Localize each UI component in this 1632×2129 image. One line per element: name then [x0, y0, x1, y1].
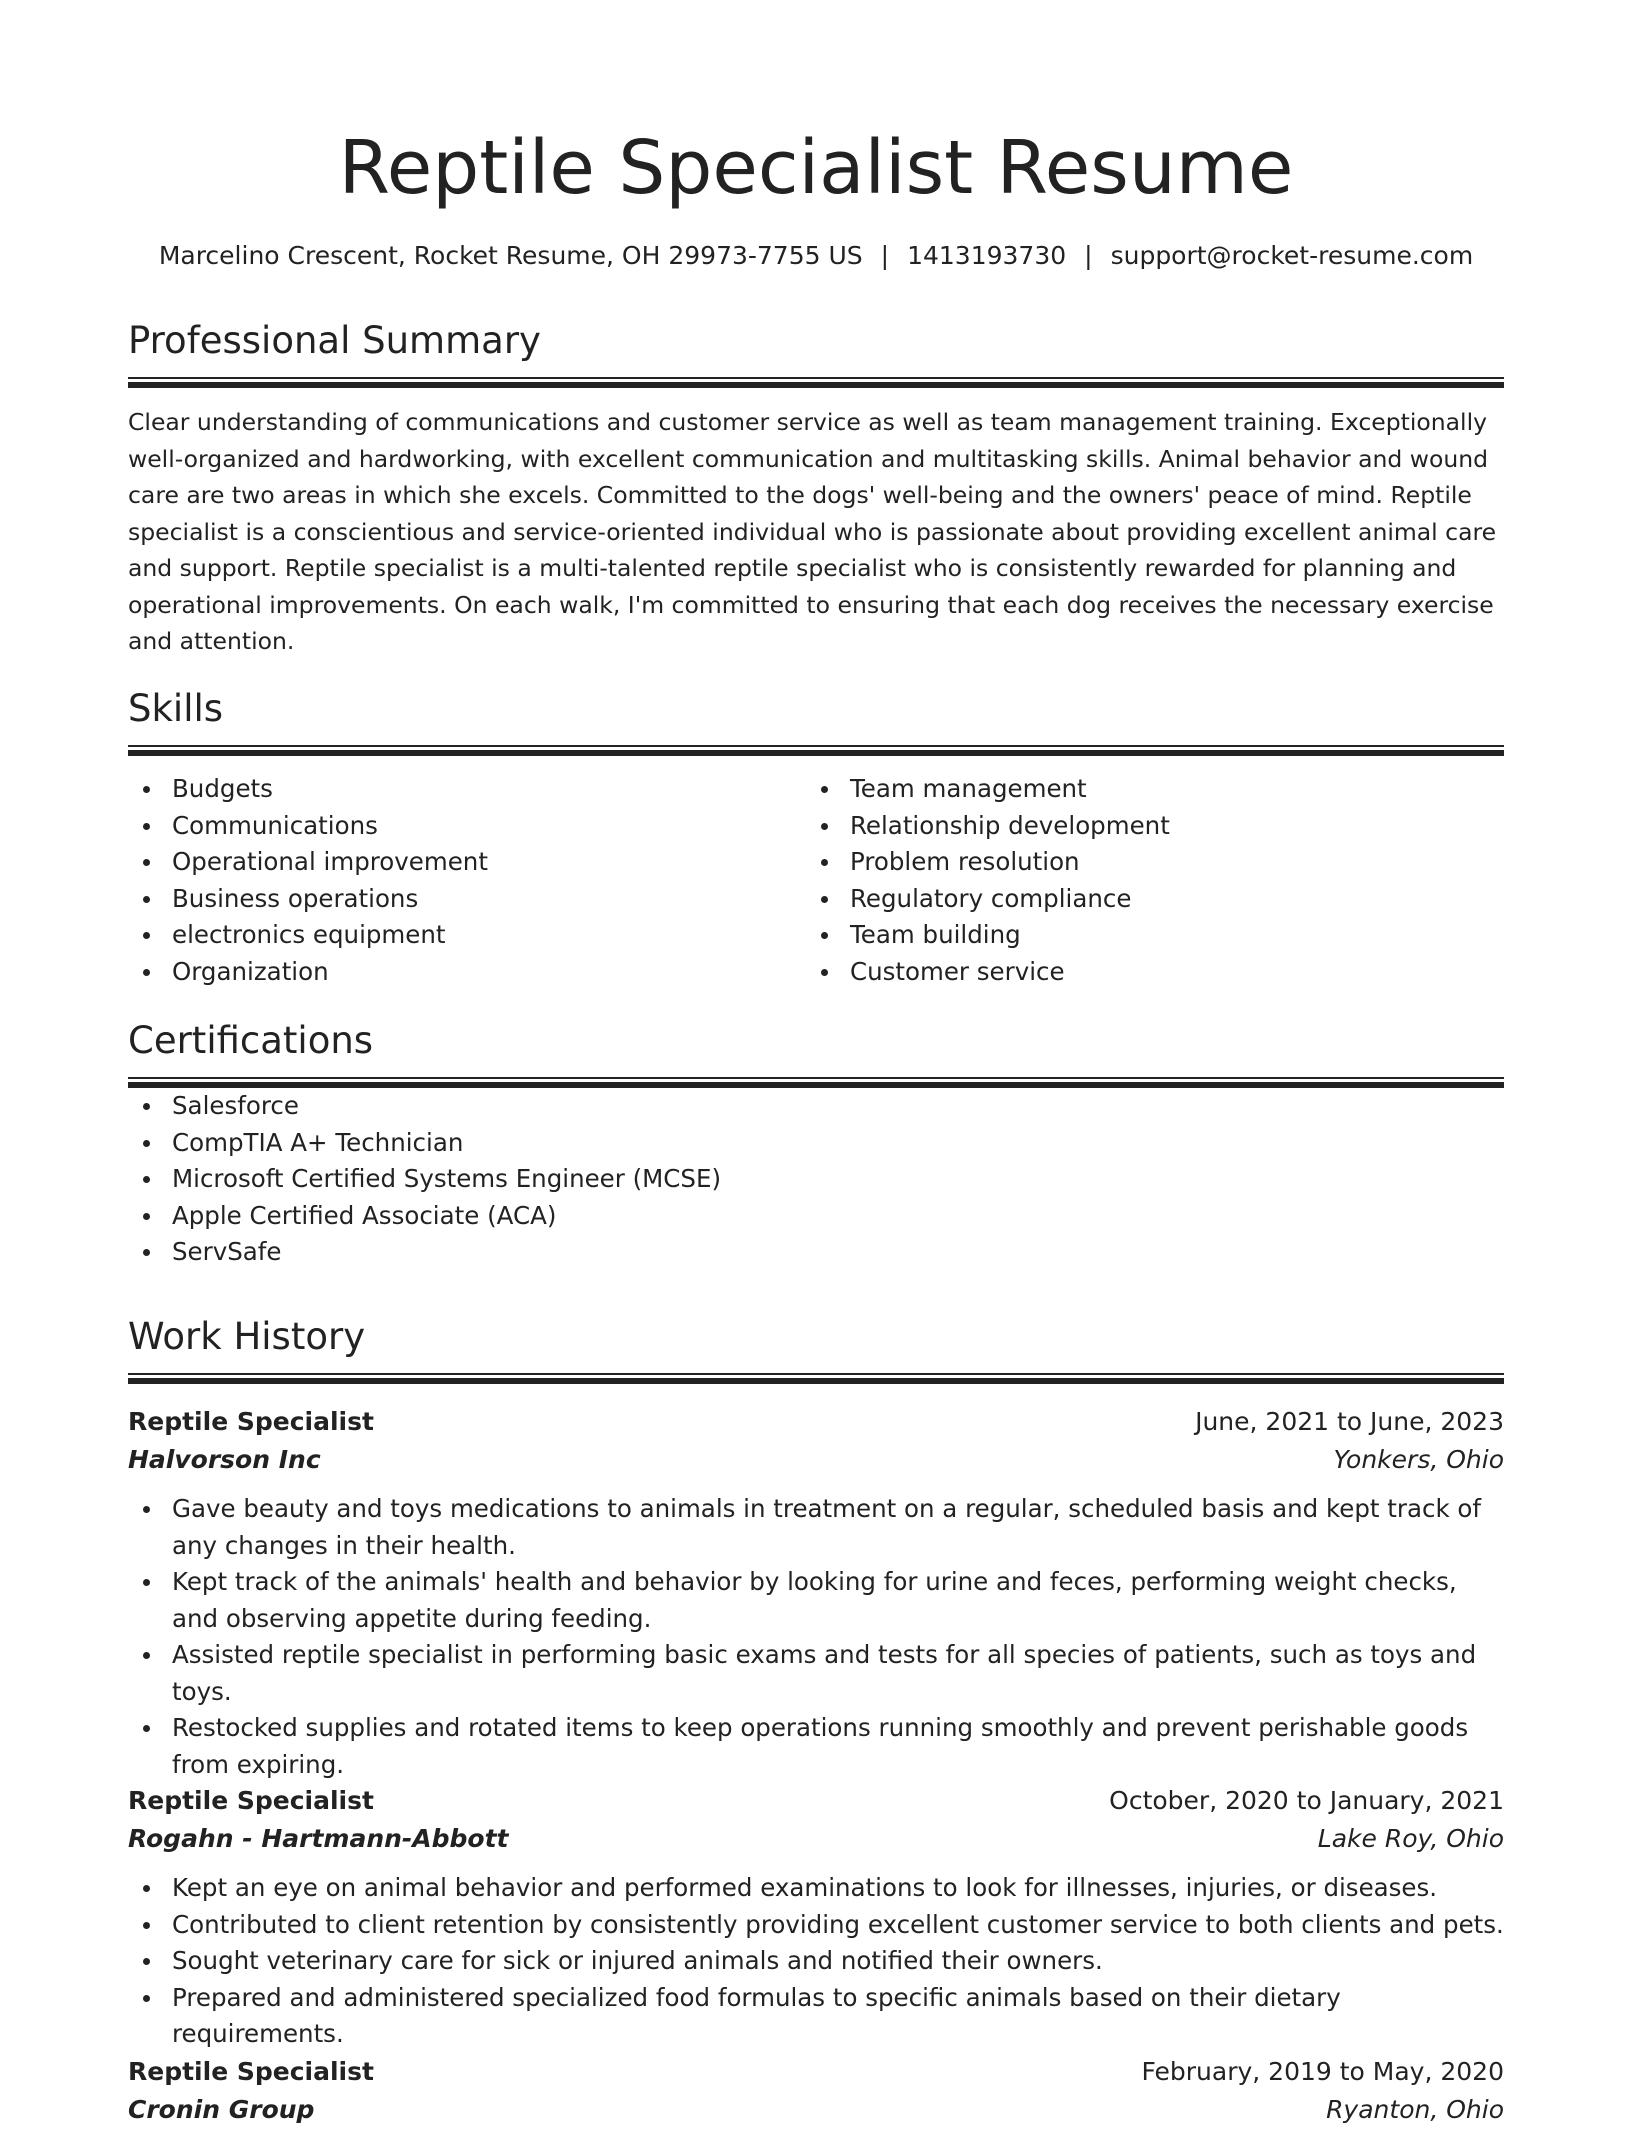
- skills-section: [128, 684, 1504, 990]
- contact-line: [128, 236, 1504, 276]
- job-title: Reptile Specialist: [128, 1407, 374, 1436]
- contact-phone: 1413193730: [907, 241, 1067, 270]
- job-entry: [128, 1782, 1504, 2053]
- job-dates: June, 2021 to June, 2023: [1195, 1407, 1504, 1436]
- section-heading-certifications: Certifications: [128, 1019, 374, 1062]
- skill-item: Problem resolution: [806, 844, 1484, 881]
- section-heading-work-history: Work History: [128, 1315, 366, 1358]
- job-header-row: [128, 1782, 1504, 1820]
- job-title: Reptile Specialist: [128, 2057, 374, 2086]
- certification-item: CompTIA A+ Technician: [128, 1125, 1504, 1162]
- job-duties-list: [128, 1870, 1504, 2053]
- job-duty-item: Kept an eye on animal behavior and performed examinations to look for illnesses, injuries, or diseases.: [128, 1870, 1504, 1907]
- skill-item: Organization: [128, 954, 806, 991]
- certification-item: Apple Certified Associate (ACA): [128, 1198, 1504, 1235]
- job-duty-item: Prepared and administered specialized food formulas to specific animals based on their dietary requirements.: [128, 1980, 1504, 2053]
- job-location: Ryanton, Ohio: [1326, 2095, 1504, 2124]
- section-divider: [128, 377, 1504, 388]
- certification-item: Salesforce: [128, 1088, 1504, 1125]
- job-title: Reptile Specialist: [128, 1786, 374, 1815]
- job-duty-item: Gave beauty and toys medications to animals in treatment on a regular, scheduled basis and kept track of any changes in their health.: [128, 1491, 1504, 1564]
- job-header-row: [128, 1403, 1504, 1441]
- certification-item: ServSafe: [128, 1234, 1504, 1271]
- job-dates: October, 2020 to January, 2021: [1109, 1786, 1504, 1815]
- job-duties-list: [128, 1491, 1504, 1783]
- contact-separator: |: [1084, 241, 1093, 270]
- job-duty-item: Assisted reptile specialist in performing basic exams and tests for all species of patients, such as toys and toys.: [128, 1637, 1504, 1710]
- job-entry: [128, 1403, 1504, 1783]
- section-divider: [128, 745, 1504, 756]
- job-duty-item: Sought veterinary care for sick or injured animals and notified their owners.: [128, 1943, 1504, 1980]
- resume-title: Reptile Specialist Resume: [338, 125, 1294, 211]
- contact-address: Marcelino Crescent, Rocket Resume, OH 29973-7755 US: [158, 241, 863, 270]
- certifications-list: [128, 1088, 1504, 1271]
- skill-item: Relationship development: [806, 808, 1484, 845]
- job-location: Yonkers, Ohio: [1333, 1445, 1504, 1474]
- job-dates: February, 2019 to May, 2020: [1141, 2057, 1504, 2086]
- job-company: Rogahn - Hartmann-Abbott: [128, 1824, 509, 1853]
- job-company: Cronin Group: [128, 2095, 315, 2124]
- job-header-row: [128, 2053, 1504, 2091]
- section-divider: [128, 1373, 1504, 1384]
- section-heading-summary: Professional Summary: [128, 319, 541, 362]
- job-company-row: [128, 1441, 1504, 1479]
- job-entry: [128, 2053, 1504, 2129]
- contact-email[interactable]: support@rocket-resume.com: [1110, 241, 1474, 270]
- job-location: Lake Roy, Ohio: [1317, 1824, 1504, 1853]
- job-company: Halvorson Inc: [128, 1445, 321, 1474]
- job-company-row: [128, 1820, 1504, 1858]
- skill-item: electronics equipment: [128, 917, 806, 954]
- skill-item: Team building: [806, 917, 1484, 954]
- job-company-row: [128, 2091, 1504, 2129]
- skill-item: Regulatory compliance: [806, 881, 1484, 918]
- certification-item: Microsoft Certified Systems Engineer (MCSE): [128, 1161, 1504, 1198]
- skill-item: Budgets: [128, 771, 806, 808]
- skill-item: Team management: [806, 771, 1484, 808]
- skill-item: Business operations: [128, 881, 806, 918]
- skill-item: Communications: [128, 808, 806, 845]
- section-divider: [128, 1077, 1504, 1088]
- skill-item: Customer service: [806, 954, 1484, 991]
- job-duty-item: Contributed to client retention by consistently providing excellent customer service to both clients and pets.: [128, 1907, 1504, 1944]
- work-history-section: [128, 1312, 1504, 1384]
- contact-separator: |: [880, 241, 890, 270]
- section-heading-skills: Skills: [128, 687, 224, 730]
- skills-list-left: [128, 771, 806, 990]
- skills-list-right: [806, 771, 1484, 990]
- summary-text: Clear understanding of communications and customer service as well as team management training. Exceptionally well-organized and hardworking, with excellent communication and multitasking skills. Animal behavior and wound care are two areas in which she excels. Committed to the dogs' well-being and the owners' peace of mind. Reptile specialist is a conscientious and service-oriented individual who is passionate about providing excellent animal care and support. Reptile specialist is a multi-talented reptile specialist who is consistently rewarded for planning and operational improvements. On each walk, I'm committed to ensuring that each dog receives the necessary exercise and attention.: [128, 408, 1497, 655]
- skill-item: Operational improvement: [128, 844, 806, 881]
- job-duty-item: Kept track of the animals' health and behavior by looking for urine and feces, performing weight checks, and observing appetite during feeding.: [128, 1564, 1504, 1637]
- skills-columns: [128, 771, 1504, 990]
- job-duty-item: Restocked supplies and rotated items to keep operations running smoothly and prevent perishable goods from expiring.: [128, 1710, 1504, 1783]
- certifications-section: [128, 1016, 1504, 1271]
- professional-summary-section: [128, 316, 1504, 660]
